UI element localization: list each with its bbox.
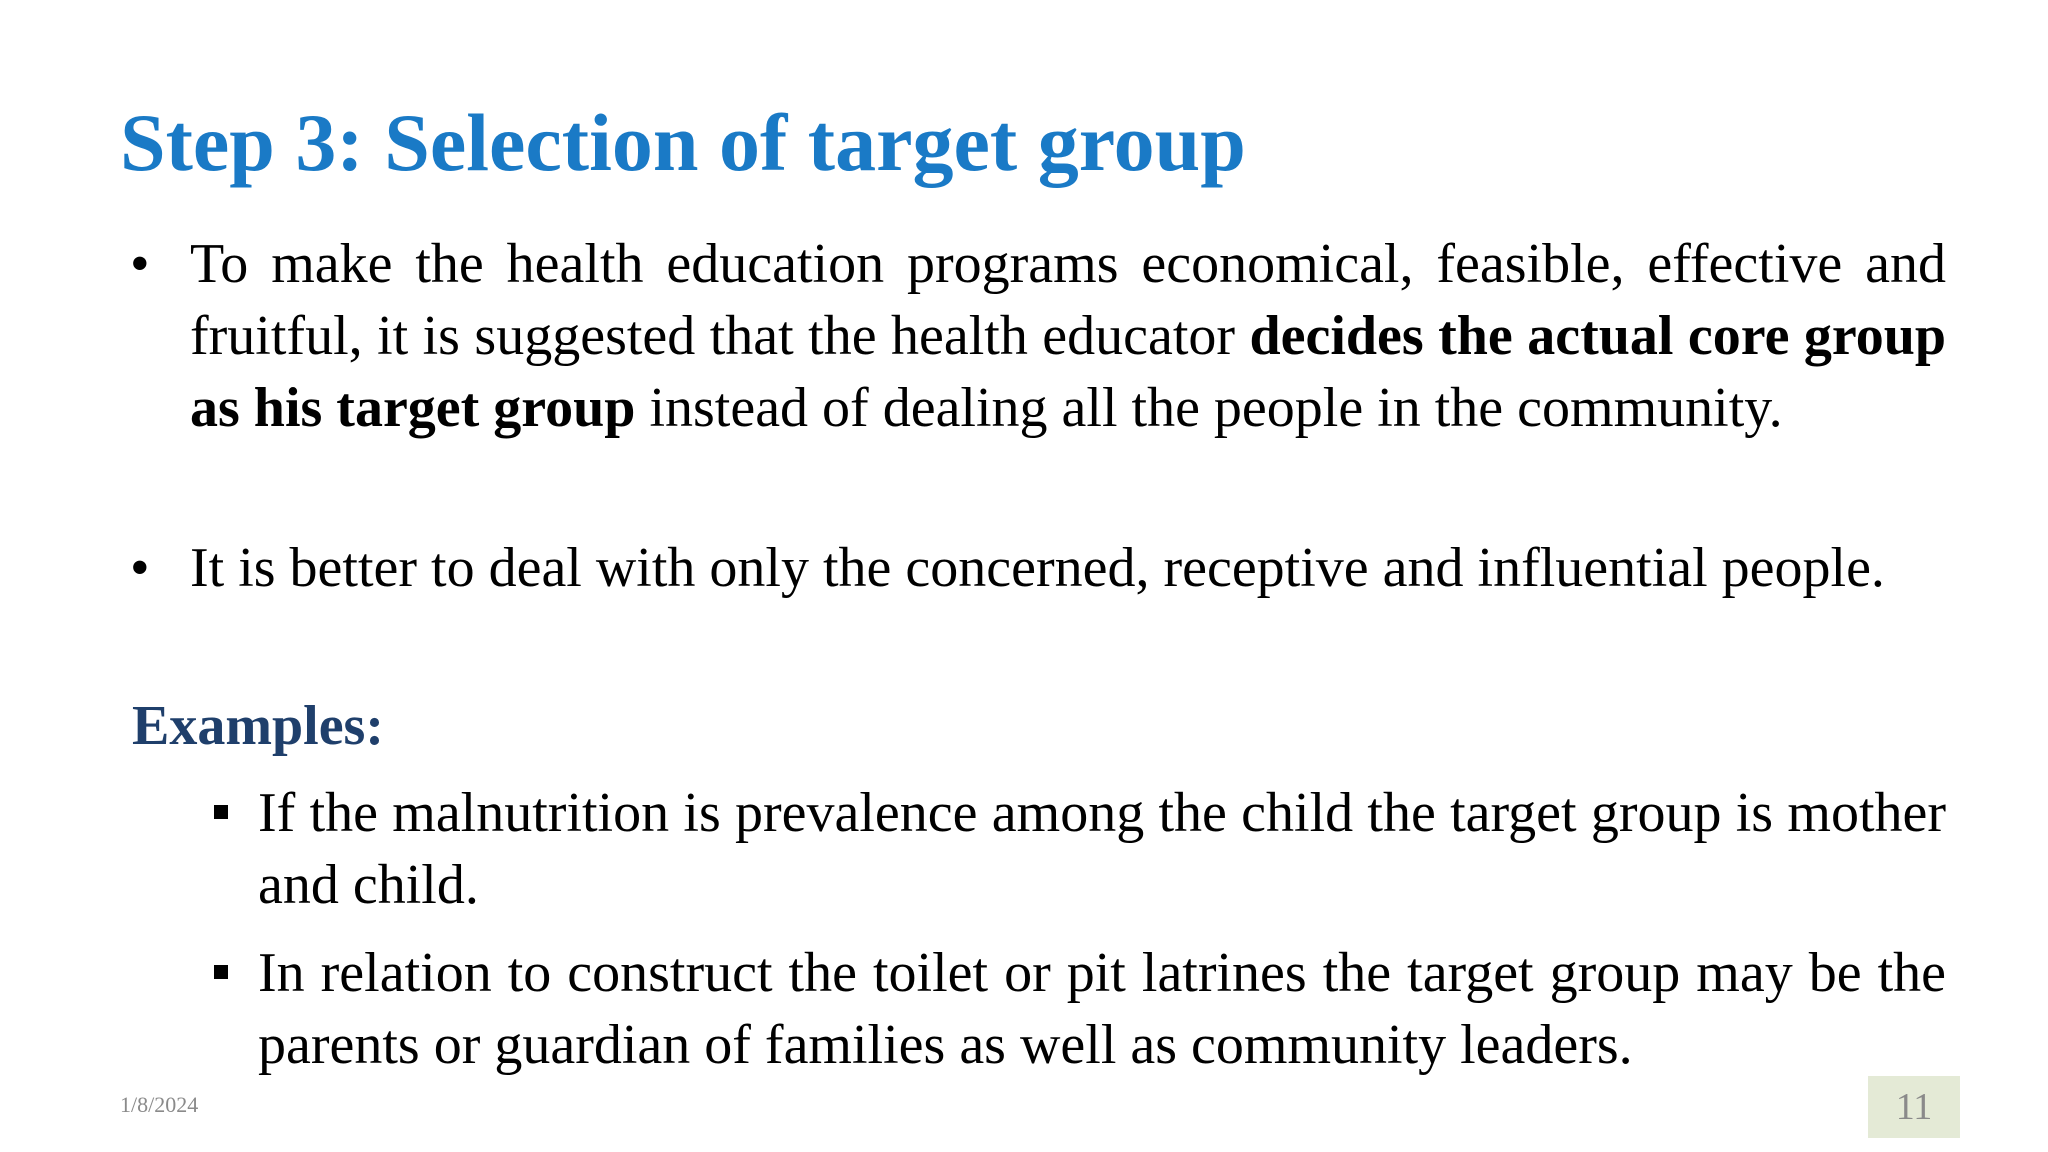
example-text: In relation to construct the toilet or pit latrines the target group may be the parents or guardian of families as well as community leaders. bbox=[258, 942, 1946, 1076]
bullet-text: instead of dealing all the people in the community. bbox=[635, 377, 1783, 439]
example-item bbox=[258, 777, 1946, 921]
bullet-marker: • bbox=[130, 233, 150, 295]
example-text: If the malnutrition is prevalence among the child the target group is mother and child. bbox=[258, 782, 1946, 916]
bullet-text: To make the health education programs economical, feasible, effective and fruitful, it is suggested that the health educator bbox=[190, 233, 1946, 367]
example-item bbox=[258, 937, 1946, 1081]
page-number: 11 bbox=[1895, 1086, 1933, 1128]
bullet-bold-text: decides the actual core group as his target group bbox=[190, 305, 1947, 439]
bullet-marker: • bbox=[130, 537, 150, 599]
bullet-text: It is better to deal with only the concerned, receptive and influential people. bbox=[190, 537, 1885, 599]
square-bullet-icon bbox=[214, 965, 228, 979]
page-number-box bbox=[1868, 1076, 1960, 1138]
slide-date: 1/8/2024 bbox=[120, 1092, 199, 1117]
bullet-item bbox=[130, 228, 1947, 444]
examples-heading: Examples: bbox=[132, 695, 384, 757]
square-bullet-icon bbox=[214, 805, 228, 819]
slide-title: Step 3: Selection of target group bbox=[120, 97, 1246, 188]
bullet-item bbox=[130, 532, 1946, 604]
